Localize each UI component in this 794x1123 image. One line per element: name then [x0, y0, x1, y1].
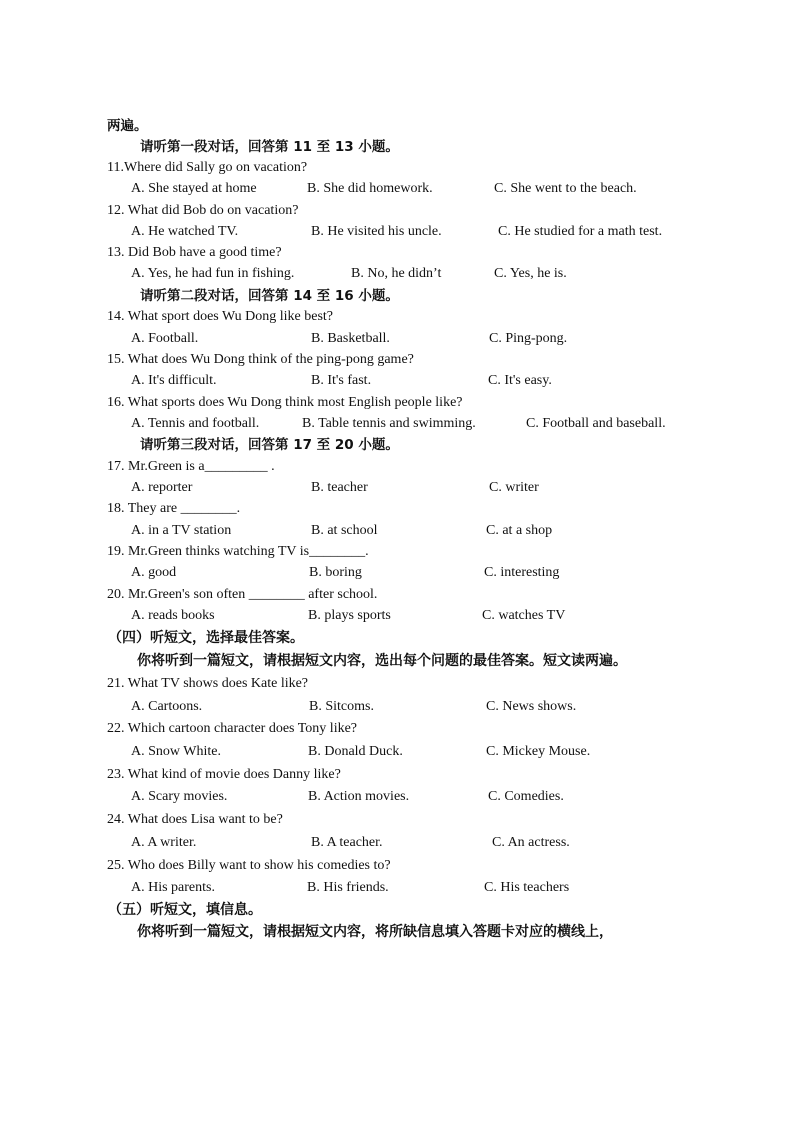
section-4-title: （四）听短文，选择最佳答案。 — [108, 630, 304, 646]
option-b: B. Table tennis and swimming. — [302, 416, 476, 431]
option-a: A. Football. — [131, 331, 199, 346]
option-a: A. reporter — [131, 480, 193, 495]
question-16-options — [0, 414, 794, 434]
option-b: B. Donald Duck. — [308, 744, 403, 759]
dialog3-instruction: 请听第三段对话，回答第 17 至 20 小题。 — [140, 437, 399, 453]
question-12-options — [0, 222, 794, 242]
question-21: 21. What TV shows does Kate like? — [107, 676, 309, 691]
question-17-options — [0, 478, 794, 498]
option-c: C. watches TV — [482, 608, 566, 623]
dialog1-instruction: 请听第一段对话，回答第 11 至 13 小题。 — [140, 139, 399, 155]
question-15-options — [0, 371, 794, 391]
option-c: C. News shows. — [486, 699, 577, 714]
question-13-options — [0, 264, 794, 284]
option-c: C. at a shop — [486, 523, 553, 538]
section-4-instruction: 你将听到一篇短文，请根据短文内容，选出每个问题的最佳答案。短文读两遍。 — [137, 653, 627, 669]
option-c: C. Football and baseball. — [526, 416, 666, 431]
question-11-options — [0, 179, 794, 199]
question-22-options — [0, 742, 794, 762]
option-b: B. boring — [309, 565, 362, 580]
question-23-options — [0, 787, 794, 807]
option-a: A. She stayed at home — [131, 181, 257, 196]
option-c: C. Yes, he is. — [494, 266, 567, 281]
option-a: A. Tennis and football. — [131, 416, 260, 431]
option-c: C. She went to the beach. — [494, 181, 637, 196]
section-5-instruction: 你将听到一篇短文，请根据短文内容，将所缺信息填入答题卡对应的横线上， — [137, 924, 613, 940]
option-c: C. Comedies. — [488, 789, 564, 804]
question-18-options — [0, 521, 794, 541]
question-16: 16. What sports does Wu Dong think most English people like? — [107, 395, 463, 410]
option-c: C. interesting — [484, 565, 560, 580]
question-25: 25. Who does Billy want to show his comedies to? — [107, 858, 391, 873]
question-24-options — [0, 833, 794, 853]
option-a: A. Scary movies. — [131, 789, 228, 804]
question-24: 24. What does Lisa want to be? — [107, 812, 283, 827]
section-5-title: （五）听短文，填信息。 — [108, 902, 262, 918]
question-21-options — [0, 697, 794, 717]
option-a: A. Yes, he had fun in fishing. — [131, 266, 295, 281]
option-b: B. He visited his uncle. — [311, 224, 442, 239]
option-c: C. writer — [489, 480, 539, 495]
question-11: 11.Where did Sally go on vacation? — [107, 160, 308, 175]
question-14-options — [0, 329, 794, 349]
option-a: A. good — [131, 565, 177, 580]
option-b: B. teacher — [311, 480, 368, 495]
option-a: A. Cartoons. — [131, 699, 203, 714]
option-a: A. A writer. — [131, 835, 197, 850]
option-c: C. Ping-pong. — [489, 331, 568, 346]
question-19-options — [0, 563, 794, 583]
option-b: B. at school — [311, 523, 378, 538]
option-c: C. His teachers — [484, 880, 570, 895]
option-c: C. An actress. — [492, 835, 570, 850]
question-15: 15. What does Wu Dong think of the ping-pong game? — [107, 352, 414, 367]
option-a: A. He watched TV. — [131, 224, 239, 239]
option-b: B. Sitcoms. — [309, 699, 374, 714]
option-b: B. Basketball. — [311, 331, 390, 346]
option-c: C. Mickey Mouse. — [486, 744, 591, 759]
option-c: C. It's easy. — [488, 373, 552, 388]
continuation-text: 两遍。 — [107, 118, 148, 134]
question-18: 18. They are ________. — [107, 501, 241, 516]
option-b: B. No, he didn’t — [351, 266, 442, 281]
option-b: B. She did homework. — [307, 181, 433, 196]
option-b: B. It's fast. — [311, 373, 372, 388]
dialog2-instruction: 请听第二段对话，回答第 14 至 16 小题。 — [140, 288, 399, 304]
question-22: 22. Which cartoon character does Tony like? — [107, 721, 358, 736]
question-25-options — [0, 878, 794, 898]
option-b: B. plays sports — [308, 608, 391, 623]
question-20: 20. Mr.Green's son often ________ after school. — [107, 587, 378, 602]
question-12: 12. What did Bob do on vacation? — [107, 203, 299, 218]
option-b: B. A teacher. — [311, 835, 383, 850]
question-20-options — [0, 606, 794, 626]
continuation-line — [0, 116, 794, 136]
question-17: 17. Mr.Green is a_________ . — [107, 459, 275, 474]
question-14: 14. What sport does Wu Dong like best? — [107, 309, 333, 324]
question-13: 13. Did Bob have a good time? — [107, 245, 282, 260]
option-b: B. Action movies. — [308, 789, 410, 804]
option-a: A. Snow White. — [131, 744, 221, 759]
option-a: A. His parents. — [131, 880, 215, 895]
option-a: A. It's difficult. — [131, 373, 217, 388]
option-a: A. reads books — [131, 608, 215, 623]
question-23: 23. What kind of movie does Danny like? — [107, 767, 341, 782]
option-b: B. His friends. — [307, 880, 389, 895]
question-19: 19. Mr.Green thinks watching TV is________. — [107, 544, 369, 559]
option-c: C. He studied for a math test. — [498, 224, 663, 239]
option-a: A. in a TV station — [131, 523, 232, 538]
